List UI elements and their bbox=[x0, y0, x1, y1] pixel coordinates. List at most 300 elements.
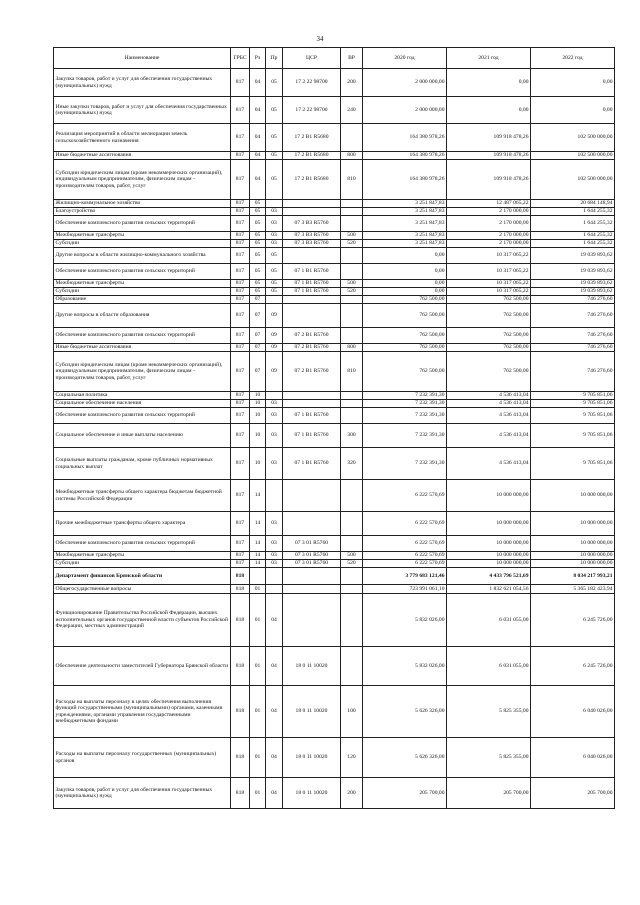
cell-2020: 3 251 847,83 bbox=[363, 232, 447, 240]
cell-name: Другие вопросы в области жилищно-коммунального хозяйства bbox=[54, 248, 231, 264]
cell-2020: 7 232 391,30 bbox=[363, 408, 447, 424]
cell-rz: 01 bbox=[250, 594, 266, 647]
table-row bbox=[54, 686, 615, 738]
cell-csr bbox=[283, 296, 341, 304]
cell-csr: 07 1 В1 R5760 bbox=[283, 280, 341, 288]
table-row bbox=[54, 264, 615, 280]
cell-vr bbox=[341, 568, 363, 585]
cell-2020: 6 222 570,69 bbox=[363, 552, 447, 560]
cell-vr bbox=[341, 408, 363, 424]
cell-2022: 746 276,60 bbox=[531, 344, 615, 352]
cell-rz: 14 bbox=[250, 536, 266, 552]
cell-grbs: 817 bbox=[231, 512, 250, 536]
table-row bbox=[54, 344, 615, 352]
cell-2020: 7 232 391,30 bbox=[363, 424, 447, 448]
cell-name: Социальное обеспечение населения bbox=[54, 400, 231, 408]
cell-grbs: 817 bbox=[231, 264, 250, 280]
cell-2020: 762 500,00 bbox=[363, 304, 447, 328]
cell-vr: 500 bbox=[341, 280, 363, 288]
cell-rz bbox=[250, 568, 266, 585]
cell-rz: 04 bbox=[250, 97, 266, 124]
cell-grbs: 817 bbox=[231, 392, 250, 400]
cell-grbs: 817 bbox=[231, 296, 250, 304]
cell-grbs: 817 bbox=[231, 208, 250, 216]
cell-csr: 07 3 01 R5760 bbox=[283, 560, 341, 568]
cell-2021: 6 031 055,00 bbox=[447, 647, 531, 686]
cell-vr bbox=[341, 512, 363, 536]
cell-rz: 10 bbox=[250, 408, 266, 424]
cell-2020: 3 779 683 121,46 bbox=[363, 568, 447, 585]
cell-2022: 0,00 bbox=[531, 69, 615, 97]
cell-2021: 10 000 000,00 bbox=[447, 560, 531, 568]
cell-pr bbox=[266, 480, 283, 512]
table-row bbox=[54, 280, 615, 288]
cell-2022: 19 039 893,62 bbox=[531, 264, 615, 280]
cell-pr bbox=[266, 200, 283, 208]
cell-2020: 0,00 bbox=[363, 280, 447, 288]
table-row bbox=[54, 288, 615, 296]
table-row bbox=[54, 152, 615, 160]
cell-2022: 205 700,00 bbox=[531, 778, 615, 809]
cell-grbs: 817 bbox=[231, 69, 250, 97]
cell-2021: 4 536 413,04 bbox=[447, 392, 531, 400]
cell-name: Обеспечение комплексного развития сельских территорий bbox=[54, 264, 231, 280]
cell-2020: 762 500,00 bbox=[363, 328, 447, 344]
cell-2021: 0,00 bbox=[447, 69, 531, 97]
cell-pr: 03 bbox=[266, 400, 283, 408]
cell-csr: 07 3 В3 R5760 bbox=[283, 232, 341, 240]
cell-csr: 07 3 В3 R5760 bbox=[283, 216, 341, 232]
cell-rz: 14 bbox=[250, 552, 266, 560]
cell-grbs: 818 bbox=[231, 686, 250, 738]
cell-vr bbox=[341, 392, 363, 400]
cell-csr: 07 3 01 R5760 bbox=[283, 536, 341, 552]
table-row bbox=[54, 352, 615, 392]
cell-2022: 746 276,60 bbox=[531, 352, 615, 392]
cell-vr: 120 bbox=[341, 738, 363, 778]
cell-name: Обеспечение комплексного развития сельских территорий bbox=[54, 408, 231, 424]
cell-2020: 205 700,00 bbox=[363, 778, 447, 809]
cell-csr: 17 2 В1 R5680 bbox=[283, 160, 341, 200]
cell-2021: 4 433 796 521,69 bbox=[447, 568, 531, 585]
cell-grbs: 817 bbox=[231, 288, 250, 296]
cell-rz: 07 bbox=[250, 344, 266, 352]
cell-grbs: 817 bbox=[231, 560, 250, 568]
cell-2022: 9 705 851,06 bbox=[531, 400, 615, 408]
table-row bbox=[54, 69, 615, 97]
cell-2021: 109 918 478,26 bbox=[447, 152, 531, 160]
cell-2022: 9 705 851,06 bbox=[531, 392, 615, 400]
header-2020: 2020 год bbox=[363, 48, 447, 69]
cell-vr: 320 bbox=[341, 448, 363, 480]
cell-vr bbox=[341, 304, 363, 328]
cell-name: Благоустройство bbox=[54, 208, 231, 216]
cell-2022: 1 644 255,32 bbox=[531, 240, 615, 248]
cell-pr: 05 bbox=[266, 69, 283, 97]
table-row bbox=[54, 160, 615, 200]
cell-name: Обеспечение комплексного развития сельских территорий bbox=[54, 328, 231, 344]
cell-rz: 04 bbox=[250, 160, 266, 200]
header-name: Наименование bbox=[54, 48, 231, 69]
table-row bbox=[54, 448, 615, 480]
table-row bbox=[54, 408, 615, 424]
cell-pr: 05 bbox=[266, 160, 283, 200]
table-row bbox=[54, 552, 615, 560]
cell-vr: 810 bbox=[341, 160, 363, 200]
table-row bbox=[54, 778, 615, 809]
cell-pr: 05 bbox=[266, 288, 283, 296]
cell-grbs: 818 bbox=[231, 585, 250, 594]
cell-2022: 10 000 000,00 bbox=[531, 536, 615, 552]
cell-2020: 762 500,00 bbox=[363, 352, 447, 392]
cell-pr: 03 bbox=[266, 552, 283, 560]
cell-pr: 05 bbox=[266, 97, 283, 124]
cell-grbs: 817 bbox=[231, 280, 250, 288]
cell-pr: 05 bbox=[266, 280, 283, 288]
cell-2020: 5 832 026,00 bbox=[363, 594, 447, 647]
cell-vr bbox=[341, 208, 363, 216]
cell-csr bbox=[283, 400, 341, 408]
cell-name: Департамент финансов Брянской области bbox=[54, 568, 231, 585]
cell-rz: 05 bbox=[250, 288, 266, 296]
cell-grbs: 817 bbox=[231, 328, 250, 344]
cell-rz: 01 bbox=[250, 686, 266, 738]
cell-rz: 05 bbox=[250, 208, 266, 216]
cell-csr: 07 1 В1 R5760 bbox=[283, 408, 341, 424]
cell-name: Закупка товаров, работ и услуг для обеспечения государственных (муниципальных) нужд bbox=[54, 778, 231, 809]
cell-vr bbox=[341, 480, 363, 512]
cell-vr bbox=[341, 296, 363, 304]
cell-vr: 240 bbox=[341, 97, 363, 124]
cell-rz: 01 bbox=[250, 738, 266, 778]
table-row bbox=[54, 200, 615, 208]
cell-csr: 07 1 В1 R5760 bbox=[283, 448, 341, 480]
cell-rz: 04 bbox=[250, 152, 266, 160]
table-body bbox=[54, 69, 615, 809]
table-row bbox=[54, 232, 615, 240]
cell-2021: 2 170 000,00 bbox=[447, 216, 531, 232]
header-grbs: ГРБС bbox=[231, 48, 250, 69]
cell-csr: 07 3 01 R5760 bbox=[283, 552, 341, 560]
cell-rz: 01 bbox=[250, 647, 266, 686]
cell-vr: 500 bbox=[341, 232, 363, 240]
cell-2022: 746 276,60 bbox=[531, 304, 615, 328]
cell-2022: 1 644 255,32 bbox=[531, 208, 615, 216]
cell-2021: 10 000 000,00 bbox=[447, 480, 531, 512]
cell-name: Социальное обеспечение и иные выплаты населению bbox=[54, 424, 231, 448]
cell-name: Реализация мероприятий в области мелиорации земель сельскохозяйственного назначения bbox=[54, 124, 231, 152]
cell-2022: 6 245 726,00 bbox=[531, 647, 615, 686]
cell-pr bbox=[266, 568, 283, 585]
cell-rz: 14 bbox=[250, 560, 266, 568]
cell-name: Расходы на выплаты персоналу государственных (муниципальных) органов bbox=[54, 738, 231, 778]
cell-2022: 6 245 726,00 bbox=[531, 594, 615, 647]
table-row bbox=[54, 480, 615, 512]
cell-2021: 10 317 065,22 bbox=[447, 280, 531, 288]
cell-csr bbox=[283, 480, 341, 512]
cell-name: Межбюджетные трансферты bbox=[54, 232, 231, 240]
cell-csr: 07 3 В3 R5760 bbox=[283, 240, 341, 248]
cell-pr: 03 bbox=[266, 512, 283, 536]
cell-2022: 10 000 000,00 bbox=[531, 512, 615, 536]
table-row bbox=[54, 424, 615, 448]
cell-csr bbox=[283, 585, 341, 594]
cell-name: Социальные выплаты гражданам, кроме публичных нормативных социальных выплат bbox=[54, 448, 231, 480]
cell-rz: 10 bbox=[250, 400, 266, 408]
cell-2022: 0,00 bbox=[531, 97, 615, 124]
cell-pr bbox=[266, 296, 283, 304]
cell-2022: 102 500 000,00 bbox=[531, 124, 615, 152]
cell-vr: 520 bbox=[341, 288, 363, 296]
cell-vr bbox=[341, 585, 363, 594]
cell-2020: 7 232 391,30 bbox=[363, 448, 447, 480]
cell-pr: 03 bbox=[266, 536, 283, 552]
header-pr: Пр bbox=[266, 48, 283, 69]
cell-pr: 03 bbox=[266, 560, 283, 568]
cell-2020: 164 380 978,26 bbox=[363, 152, 447, 160]
cell-vr bbox=[341, 647, 363, 686]
cell-grbs: 817 bbox=[231, 344, 250, 352]
cell-pr: 09 bbox=[266, 328, 283, 344]
cell-rz: 07 bbox=[250, 328, 266, 344]
table-row bbox=[54, 647, 615, 686]
table-row bbox=[54, 97, 615, 124]
table-row bbox=[54, 216, 615, 232]
cell-grbs: 817 bbox=[231, 160, 250, 200]
cell-2021: 10 317 065,22 bbox=[447, 248, 531, 264]
header-2021: 2021 год bbox=[447, 48, 531, 69]
cell-2020: 6 222 570,69 bbox=[363, 480, 447, 512]
cell-name: Иные бюджетные ассигнования bbox=[54, 152, 231, 160]
cell-2020: 164 380 978,26 bbox=[363, 124, 447, 152]
cell-grbs: 818 bbox=[231, 738, 250, 778]
cell-name: Общегосударственные вопросы bbox=[54, 585, 231, 594]
cell-vr bbox=[341, 216, 363, 232]
cell-vr bbox=[341, 594, 363, 647]
cell-2022: 746 276,60 bbox=[531, 296, 615, 304]
cell-2022: 10 000 000,00 bbox=[531, 480, 615, 512]
table-row bbox=[54, 328, 615, 344]
cell-2020: 0,00 bbox=[363, 264, 447, 280]
cell-grbs: 817 bbox=[231, 480, 250, 512]
cell-2020: 5 832 026,00 bbox=[363, 647, 447, 686]
cell-2021: 10 317 065,22 bbox=[447, 264, 531, 280]
cell-pr: 05 bbox=[266, 152, 283, 160]
cell-name: Субсидии юридическим лицам (кроме некоммерческих организаций), индивидуальным предпринимателям, физическим лицам - производителям товаров, работ, услуг bbox=[54, 352, 231, 392]
cell-pr: 04 bbox=[266, 778, 283, 809]
cell-pr: 03 bbox=[266, 208, 283, 216]
header-csr: ЦСР bbox=[283, 48, 341, 69]
cell-2022: 19 039 893,62 bbox=[531, 280, 615, 288]
cell-grbs: 817 bbox=[231, 352, 250, 392]
cell-pr: 03 bbox=[266, 408, 283, 424]
cell-2021: 1 832 621 054,56 bbox=[447, 585, 531, 594]
cell-2022: 10 000 000,00 bbox=[531, 552, 615, 560]
cell-grbs: 817 bbox=[231, 232, 250, 240]
cell-name: Другие вопросы в области образования bbox=[54, 304, 231, 328]
cell-vr bbox=[341, 248, 363, 264]
cell-2020: 762 500,00 bbox=[363, 344, 447, 352]
cell-name: Образование bbox=[54, 296, 231, 304]
cell-2020: 3 251 847,83 bbox=[363, 208, 447, 216]
cell-pr: 03 bbox=[266, 232, 283, 240]
cell-grbs: 817 bbox=[231, 552, 250, 560]
cell-2020: 164 380 978,26 bbox=[363, 160, 447, 200]
cell-name: Субсидии bbox=[54, 240, 231, 248]
header-rz: Рз bbox=[250, 48, 266, 69]
table-row bbox=[54, 585, 615, 594]
cell-2021: 2 170 000,00 bbox=[447, 232, 531, 240]
cell-csr bbox=[283, 568, 341, 585]
cell-rz: 04 bbox=[250, 124, 266, 152]
cell-pr: 03 bbox=[266, 448, 283, 480]
table-row bbox=[54, 208, 615, 216]
cell-2021: 4 536 413,04 bbox=[447, 424, 531, 448]
cell-2022: 102 500 000,00 bbox=[531, 152, 615, 160]
cell-pr: 03 bbox=[266, 240, 283, 248]
cell-vr bbox=[341, 200, 363, 208]
cell-2022: 102 500 000,00 bbox=[531, 160, 615, 200]
cell-2021: 5 825 355,00 bbox=[447, 738, 531, 778]
cell-csr bbox=[283, 208, 341, 216]
cell-2022: 746 276,60 bbox=[531, 328, 615, 344]
cell-2022: 9 705 851,06 bbox=[531, 408, 615, 424]
cell-name: Межбюджетные трансферты общего характера бюджетам бюджетной системы Российской Федерации bbox=[54, 480, 231, 512]
cell-name: Субсидии bbox=[54, 560, 231, 568]
cell-2022: 6 040 026,00 bbox=[531, 686, 615, 738]
header-vr: ВР bbox=[341, 48, 363, 69]
cell-csr bbox=[283, 200, 341, 208]
cell-rz: 05 bbox=[250, 200, 266, 208]
cell-vr: 500 bbox=[341, 552, 363, 560]
cell-name: Обеспечение комплексного развития сельских территорий bbox=[54, 536, 231, 552]
cell-name: Межбюджетные трансферты bbox=[54, 280, 231, 288]
cell-rz: 05 bbox=[250, 232, 266, 240]
cell-name: Иные бюджетные ассигнования bbox=[54, 344, 231, 352]
cell-2021: 2 170 000,00 bbox=[447, 240, 531, 248]
cell-vr bbox=[341, 400, 363, 408]
cell-csr: 07 1 В1 R5760 bbox=[283, 288, 341, 296]
cell-pr bbox=[266, 585, 283, 594]
cell-name: Функционирование Правительства Российской Федерации, высших исполнительных органов государственной власти субъектов Российской Федерации, местных администраций bbox=[54, 594, 231, 647]
cell-2021: 109 918 478,26 bbox=[447, 160, 531, 200]
cell-2021: 10 317 065,22 bbox=[447, 288, 531, 296]
cell-vr: 800 bbox=[341, 344, 363, 352]
cell-name: Прочие межбюджетные трансферты общего характера bbox=[54, 512, 231, 536]
cell-vr: 810 bbox=[341, 352, 363, 392]
table-row bbox=[54, 536, 615, 552]
table-row bbox=[54, 560, 615, 568]
cell-2022: 1 644 255,32 bbox=[531, 216, 615, 232]
cell-csr bbox=[283, 392, 341, 400]
table-row bbox=[54, 392, 615, 400]
cell-vr: 520 bbox=[341, 240, 363, 248]
cell-2021: 6 031 055,00 bbox=[447, 594, 531, 647]
cell-rz: 07 bbox=[250, 304, 266, 328]
cell-2021: 762 500,00 bbox=[447, 344, 531, 352]
cell-2021: 5 825 355,00 bbox=[447, 686, 531, 738]
table-row bbox=[54, 304, 615, 328]
table-row bbox=[54, 124, 615, 152]
cell-rz: 05 bbox=[250, 264, 266, 280]
cell-2022: 19 039 893,62 bbox=[531, 248, 615, 264]
cell-2021: 10 000 000,00 bbox=[447, 552, 531, 560]
cell-grbs: 817 bbox=[231, 408, 250, 424]
cell-csr: 07 2 В1 R5760 bbox=[283, 328, 341, 344]
cell-csr: 18 0 11 10020 bbox=[283, 686, 341, 738]
cell-pr: 05 bbox=[266, 264, 283, 280]
cell-rz: 07 bbox=[250, 296, 266, 304]
table-row bbox=[54, 248, 615, 264]
cell-rz: 14 bbox=[250, 480, 266, 512]
cell-grbs: 817 bbox=[231, 248, 250, 264]
cell-pr: 04 bbox=[266, 686, 283, 738]
cell-vr: 300 bbox=[341, 424, 363, 448]
cell-rz: 05 bbox=[250, 280, 266, 288]
cell-rz: 10 bbox=[250, 392, 266, 400]
cell-csr: 18 0 11 10020 bbox=[283, 778, 341, 809]
cell-2020: 6 222 570,69 bbox=[363, 512, 447, 536]
cell-grbs: 818 bbox=[231, 594, 250, 647]
cell-vr: 800 bbox=[341, 152, 363, 160]
cell-rz: 01 bbox=[250, 585, 266, 594]
cell-name: Социальная политика bbox=[54, 392, 231, 400]
cell-grbs: 817 bbox=[231, 152, 250, 160]
cell-2020: 3 251 847,83 bbox=[363, 200, 447, 208]
cell-rz: 05 bbox=[250, 216, 266, 232]
cell-2021: 205 700,00 bbox=[447, 778, 531, 809]
cell-pr: 09 bbox=[266, 352, 283, 392]
cell-2021: 10 000 000,00 bbox=[447, 512, 531, 536]
cell-rz: 10 bbox=[250, 448, 266, 480]
cell-2020: 3 251 847,83 bbox=[363, 240, 447, 248]
cell-csr bbox=[283, 248, 341, 264]
cell-grbs: 817 bbox=[231, 536, 250, 552]
cell-name: Иные закупки товаров, работ и услуг для обеспечения государственных (муниципальных) нужд bbox=[54, 97, 231, 124]
cell-csr: 07 1 В1 R5760 bbox=[283, 424, 341, 448]
header-2022: 2022 год bbox=[531, 48, 615, 69]
cell-pr: 04 bbox=[266, 647, 283, 686]
cell-name: Расходы на выплаты персоналу в целях обеспечения выполнения функций государственными (муниципальными) органами, казенными учреждениями, органами управления государственными внебюджетными фондами bbox=[54, 686, 231, 738]
table-header-row bbox=[54, 48, 615, 69]
cell-grbs: 817 bbox=[231, 97, 250, 124]
cell-vr bbox=[341, 264, 363, 280]
cell-csr bbox=[283, 304, 341, 328]
cell-rz: 05 bbox=[250, 248, 266, 264]
cell-2020: 5 626 326,00 bbox=[363, 738, 447, 778]
table-row bbox=[54, 738, 615, 778]
table-row bbox=[54, 240, 615, 248]
cell-rz: 01 bbox=[250, 778, 266, 809]
cell-grbs: 818 bbox=[231, 568, 250, 585]
cell-2020: 3 251 847,83 bbox=[363, 216, 447, 232]
table-row bbox=[54, 512, 615, 536]
cell-vr bbox=[341, 124, 363, 152]
cell-grbs: 818 bbox=[231, 778, 250, 809]
cell-2021: 762 500,00 bbox=[447, 304, 531, 328]
cell-2020: 7 232 391,30 bbox=[363, 392, 447, 400]
table-row bbox=[54, 296, 615, 304]
cell-2021: 0,00 bbox=[447, 97, 531, 124]
cell-2022: 20 684 148,94 bbox=[531, 200, 615, 208]
cell-name: Межбюджетные трансферты bbox=[54, 552, 231, 560]
cell-2021: 762 500,00 bbox=[447, 296, 531, 304]
cell-2022: 1 644 255,32 bbox=[531, 232, 615, 240]
cell-grbs: 817 bbox=[231, 448, 250, 480]
cell-2021: 2 170 000,00 bbox=[447, 208, 531, 216]
cell-pr: 05 bbox=[266, 124, 283, 152]
cell-rz: 07 bbox=[250, 352, 266, 392]
